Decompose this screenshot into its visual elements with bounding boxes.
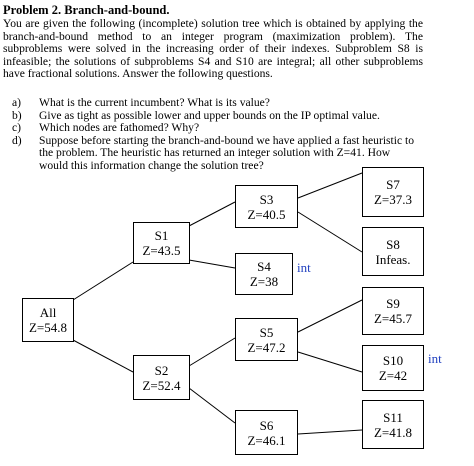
- edge-all-s1: [73, 262, 133, 300]
- node-s7: [362, 167, 424, 217]
- question-label: a): [12, 96, 22, 109]
- problem-title: Problem 2. Branch-and-bound.: [3, 3, 170, 17]
- edge-s5-s9: [298, 300, 362, 332]
- node-value: Z=47.2: [247, 339, 286, 355]
- problem-description: You are given the following (incomplete) solution tree which is obtained by applying the branch-and-bound method to an integer program (maximization problem). The subproblems were solved in the increasing order of their indexes. Subproblem S8 is infeasible; the solutions of subproblems S4 and S10 are integral; all other subproblems have fractional solutions. Answer the following questions.: [3, 17, 423, 80]
- question-label: d): [12, 133, 22, 147]
- edge-s5-s10: [298, 352, 362, 372]
- node-all: [22, 298, 74, 342]
- question-text: Which nodes are fathomed? Why?: [39, 121, 200, 134]
- node-value: Infeas.: [375, 251, 411, 267]
- edge-s6-s11: [298, 430, 362, 434]
- question-text: Suppose before starting the branch-and-bound we have applied a fast heuristic to the problem. The heuristic has returned an integer solution with Z=41. How would this information change the solution tree?: [39, 133, 415, 172]
- node-name: S9: [386, 296, 400, 311]
- node-name: All: [39, 305, 57, 320]
- node-name: S3: [259, 191, 274, 207]
- node-name: S5: [259, 324, 274, 340]
- node-name: S8: [386, 236, 400, 252]
- edge-s1-s4: [189, 260, 235, 268]
- node-name: S2: [154, 362, 169, 378]
- question-label: b): [12, 108, 22, 122]
- node-s10: [362, 345, 424, 391]
- node-value: Z=43.5: [142, 243, 181, 258]
- node-value: Z=42: [378, 368, 408, 383]
- node-s1: [133, 222, 190, 264]
- edge-s3-s8: [298, 212, 362, 252]
- edge-all-s2: [73, 340, 133, 372]
- node-s9: [362, 287, 424, 335]
- integer-tag-s4: int: [297, 260, 311, 275]
- node-name: S10: [382, 353, 404, 368]
- edge-s2-s6: [189, 388, 235, 423]
- node-value: Z=52.4: [142, 377, 181, 393]
- node-s4: [235, 253, 293, 295]
- node-name: S4: [257, 259, 271, 274]
- node-value: Z=40.5: [247, 206, 286, 222]
- edge-s3-s7: [298, 173, 362, 198]
- node-name: S11: [383, 409, 403, 425]
- edge-s1-s3: [189, 202, 235, 226]
- node-s5: [235, 318, 298, 361]
- integer-tag-s10: int: [428, 351, 442, 366]
- node-name: S1: [154, 228, 169, 243]
- question-label: c): [12, 121, 22, 134]
- question-text: What is the current incumbent? What is its value?: [39, 96, 270, 109]
- node-value: Z=54.8: [28, 320, 68, 335]
- node-name: S7: [386, 177, 400, 192]
- node-value: Z=38: [249, 274, 279, 289]
- node-s2: [133, 355, 190, 400]
- node-value: Z=45.7: [373, 311, 413, 326]
- node-name: S6: [259, 417, 274, 433]
- question-text: Give as tight as possible lower and upper bounds on the IP optimal value.: [39, 108, 380, 122]
- node-s8: [362, 227, 424, 276]
- node-value: Z=46.1: [247, 432, 286, 448]
- node-s6: [235, 410, 298, 455]
- node-value: Z=37.3: [373, 192, 413, 207]
- node-value: Z=41.8: [373, 424, 413, 440]
- edge-s2-s5: [189, 338, 235, 366]
- node-s3: [235, 185, 298, 228]
- node-s11: [362, 400, 424, 449]
